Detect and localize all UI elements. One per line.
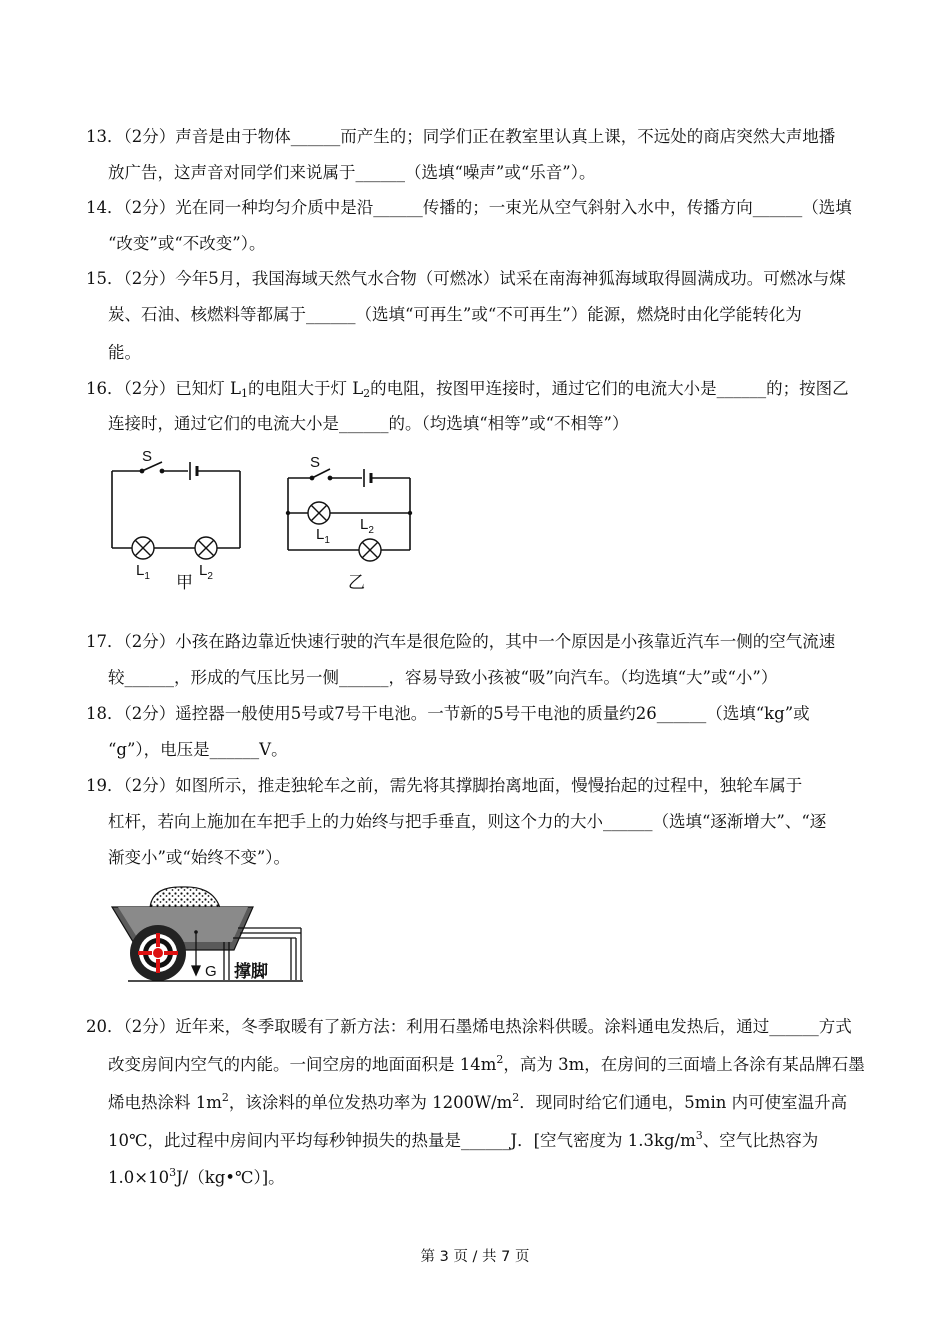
q20-line3: 烯电热涂料 $1m^2$，该涂料的单位发热功率为 $1200W/m^2$．现同时给它们通电，5min 内可使室温升高 (108, 1091, 848, 1112)
lamp-l1-icon (308, 502, 330, 524)
q20-line5: $1.0\times 10^3J/(kg•℃)$]。 (108, 1166, 285, 1187)
lamp-l2-icon (195, 537, 217, 559)
page-footer: 第 3 页 / 共 7 页 (420, 1249, 530, 1265)
q16-line1: 16．（2分）已知灯 $L_1$的电阻大于灯 $L_2$的电阻，按图甲连接时，通过它们的电流大小是______的；按图乙 (86, 379, 849, 400)
circuit-diagram-yi (278, 445, 428, 595)
q20-line2: 改变房间内空气的内能。一间空房的地面面积是 $14m^2$，高为 3m，在房间的三面墙上各涂有某品牌石墨 (108, 1053, 865, 1074)
q13-line1: 13．（2分）声音是由于物体______而产生的；同学们正在教室里认真上课，不远处的商店突然大声地播 (86, 127, 836, 146)
wheelbarrow-figure (108, 880, 308, 990)
circuit-diagram-jia (100, 445, 260, 595)
q19-line3: 渐变小”或“始终不变”）。 (108, 848, 291, 867)
circuit-caption-jia: 甲 (176, 573, 193, 593)
switch-label: S (142, 448, 153, 465)
lamp-l1-label: $L_1$ (316, 526, 330, 546)
q13-line2: 放广告，这声音对同学们来说属于______（选填“噪声”或“乐音”）。 (108, 163, 596, 182)
q19-line2: 杠杆，若向上施加在车把手上的力始终与把手垂直，则这个力的大小______（选填“逐渐增大”、“逐 (108, 812, 827, 831)
lamp-l2-icon (359, 539, 381, 561)
wheel-icon (130, 925, 186, 981)
q20-line4: 10℃，此过程中房间内平均每秒钟损失的热量是______J．[空气密度为 $1.3kg/m^3$、空气比热容为 (108, 1129, 819, 1150)
lamp-l1-icon (132, 537, 154, 559)
q14-line2: “改变”或“不改变”）。 (108, 234, 266, 253)
lamp-l2-label: $L_2$ (199, 562, 213, 582)
q15-line1: 15．（2分）今年5月，我国海域天然气水合物（可燃冰）试采在南海神狐海域取得圆满成功。可燃冰与煤 (86, 269, 846, 288)
q20-line1: 20．（2分）近年来，冬季取暖有了新方法：利用石墨烯电热涂料供暖。涂料通电发热后，通过______方式 (86, 1017, 852, 1036)
q18-line1: 18．（2分）遥控器一般使用5号或7号干电池。一节新的5号干电池的质量约26______（选填“kg”或 (86, 704, 810, 723)
force-label: G (205, 963, 217, 980)
q19-line1: 19．（2分）如图所示，推走独轮车之前，需先将其撑脚抬离地面，慢慢抬起的过程中，独轮车属于 (86, 776, 803, 795)
q15-line2: 炭、石油、核燃料等都属于______（选填“可再生”或“不可再生”）能源，燃烧时由化学能转化为 (108, 305, 802, 324)
q16-line2: 连接时，通过它们的电流大小是______的。（均选填“相等”或“不相等”） (108, 414, 629, 433)
lamp-l1-label: $L_1$ (136, 562, 150, 582)
circuit-caption-yi: 乙 (348, 573, 365, 593)
q18-line2: “g”），电压是______V。 (108, 740, 288, 759)
lamp-l2-label: $L_2$ (360, 516, 374, 536)
switch-label: S (310, 454, 321, 471)
q15-line3: 能。 (108, 343, 141, 362)
q17-line1: 17．（2分）小孩在路边靠近快速行驶的汽车是很危险的，其中一个原因是小孩靠近汽车一侧的空气流速 (86, 632, 836, 651)
q17-line2: 较______，形成的气压比另一侧______，容易导致小孩被“吸”向汽车。（均选填“大”或“小”） (108, 668, 778, 687)
load-pile (150, 887, 220, 908)
q14-line1: 14．（2分）光在同一种均匀介质中是沿______传播的；一束光从空气斜射入水中，传播方向______（选填 (86, 198, 852, 217)
stand-label: 撑脚 (234, 962, 268, 982)
